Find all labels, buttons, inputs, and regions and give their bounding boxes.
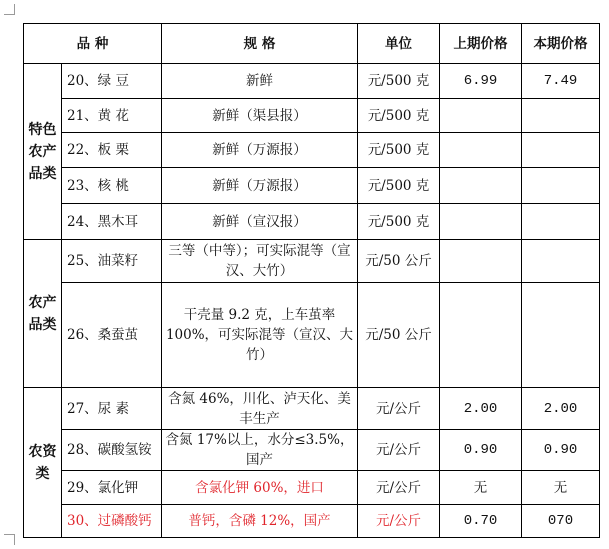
header-variety: 品 种	[24, 24, 162, 64]
item-unit: 元/50 公斤	[358, 283, 440, 388]
crop-mark-bottom-left	[4, 534, 15, 545]
item-name: 23、核 桃	[62, 168, 162, 204]
item-spec: 含氮 17%以上，水分≤3.5%，国产	[162, 430, 358, 471]
item-unit: 元/500 克	[358, 168, 440, 204]
item-last-price	[440, 204, 522, 240]
item-this-price: 无	[522, 471, 600, 505]
item-unit: 元/50 公斤	[358, 240, 440, 283]
header-last-price: 上期价格	[440, 24, 522, 64]
item-spec: 新鲜（万源报）	[162, 133, 358, 168]
table-row	[24, 240, 600, 283]
item-this-price	[522, 133, 600, 168]
category-cell: 农资类	[24, 388, 62, 538]
category-cell: 特色农产品类	[24, 64, 62, 240]
item-last-price: 0.90	[440, 430, 522, 471]
header-spec: 规 格	[162, 24, 358, 64]
item-unit: 元/公斤	[358, 430, 440, 471]
item-spec: 新鲜（万源报）	[162, 168, 358, 204]
item-last-price	[440, 240, 522, 283]
item-this-price: 7.49	[522, 64, 600, 99]
item-spec: 新鲜	[162, 64, 358, 99]
table-row	[24, 133, 600, 168]
item-this-price	[522, 204, 600, 240]
table-row	[24, 471, 600, 505]
item-name-highlighted: 30、过磷酸钙	[62, 505, 162, 538]
item-last-price	[440, 168, 522, 204]
table-row	[24, 283, 600, 388]
item-this-price	[522, 283, 600, 388]
item-spec-highlighted: 含氯化钾 60%，进口	[162, 471, 358, 505]
item-spec-highlighted: 普钙，含磷 12%，国产	[162, 505, 358, 538]
table-row	[24, 388, 600, 430]
table-row	[24, 430, 600, 471]
item-name: 22、板 栗	[62, 133, 162, 168]
price-table	[23, 23, 600, 538]
item-spec: 含氮 46%，川化、泸天化、美丰生产	[162, 388, 358, 430]
item-unit: 元/500 克	[358, 99, 440, 133]
item-name: 25、油菜籽	[62, 240, 162, 283]
item-unit-highlighted: 元/公斤	[358, 505, 440, 538]
item-last-price	[440, 99, 522, 133]
item-this-price	[522, 240, 600, 283]
table-row	[24, 204, 600, 240]
item-name: 24、黑木耳	[62, 204, 162, 240]
item-name: 29、氯化钾	[62, 471, 162, 505]
item-name: 20、绿 豆	[62, 64, 162, 99]
header-row	[24, 24, 600, 64]
item-name: 21、黄 花	[62, 99, 162, 133]
item-spec: 三等（中等）；可实际混等（宣汉、大竹）	[162, 240, 358, 283]
item-last-price: 无	[440, 471, 522, 505]
item-spec: 新鲜（渠县报）	[162, 99, 358, 133]
item-unit: 元/500 克	[358, 204, 440, 240]
item-last-price	[440, 133, 522, 168]
item-this-price: 2.00	[522, 388, 600, 430]
category-cell: 农产品类	[24, 240, 62, 388]
item-last-price: 6.99	[440, 64, 522, 99]
header-this-price: 本期价格	[522, 24, 600, 64]
table-row	[24, 99, 600, 133]
item-unit: 元/500 克	[358, 64, 440, 99]
header-unit: 单位	[358, 24, 440, 64]
item-this-price	[522, 168, 600, 204]
item-this-price: 0.90	[522, 430, 600, 471]
item-this-price: 070	[522, 505, 600, 538]
crop-mark-top-left	[4, 4, 15, 15]
item-spec: 干壳量 9.2 克，上车茧率 100%，可实际混等（宣汉、大竹）	[162, 283, 358, 388]
table-row	[24, 505, 600, 538]
item-name: 26、桑蚕茧	[62, 283, 162, 388]
item-name: 27、尿 素	[62, 388, 162, 430]
item-unit: 元/公斤	[358, 388, 440, 430]
item-spec: 新鲜（宣汉报）	[162, 204, 358, 240]
item-unit: 元/公斤	[358, 471, 440, 505]
item-unit: 元/500 克	[358, 133, 440, 168]
table-row	[24, 64, 600, 99]
table-row	[24, 168, 600, 204]
item-last-price	[440, 283, 522, 388]
item-last-price: 0.70	[440, 505, 522, 538]
item-name: 28、碳酸氢铵	[62, 430, 162, 471]
item-this-price	[522, 99, 600, 133]
item-last-price: 2.00	[440, 388, 522, 430]
